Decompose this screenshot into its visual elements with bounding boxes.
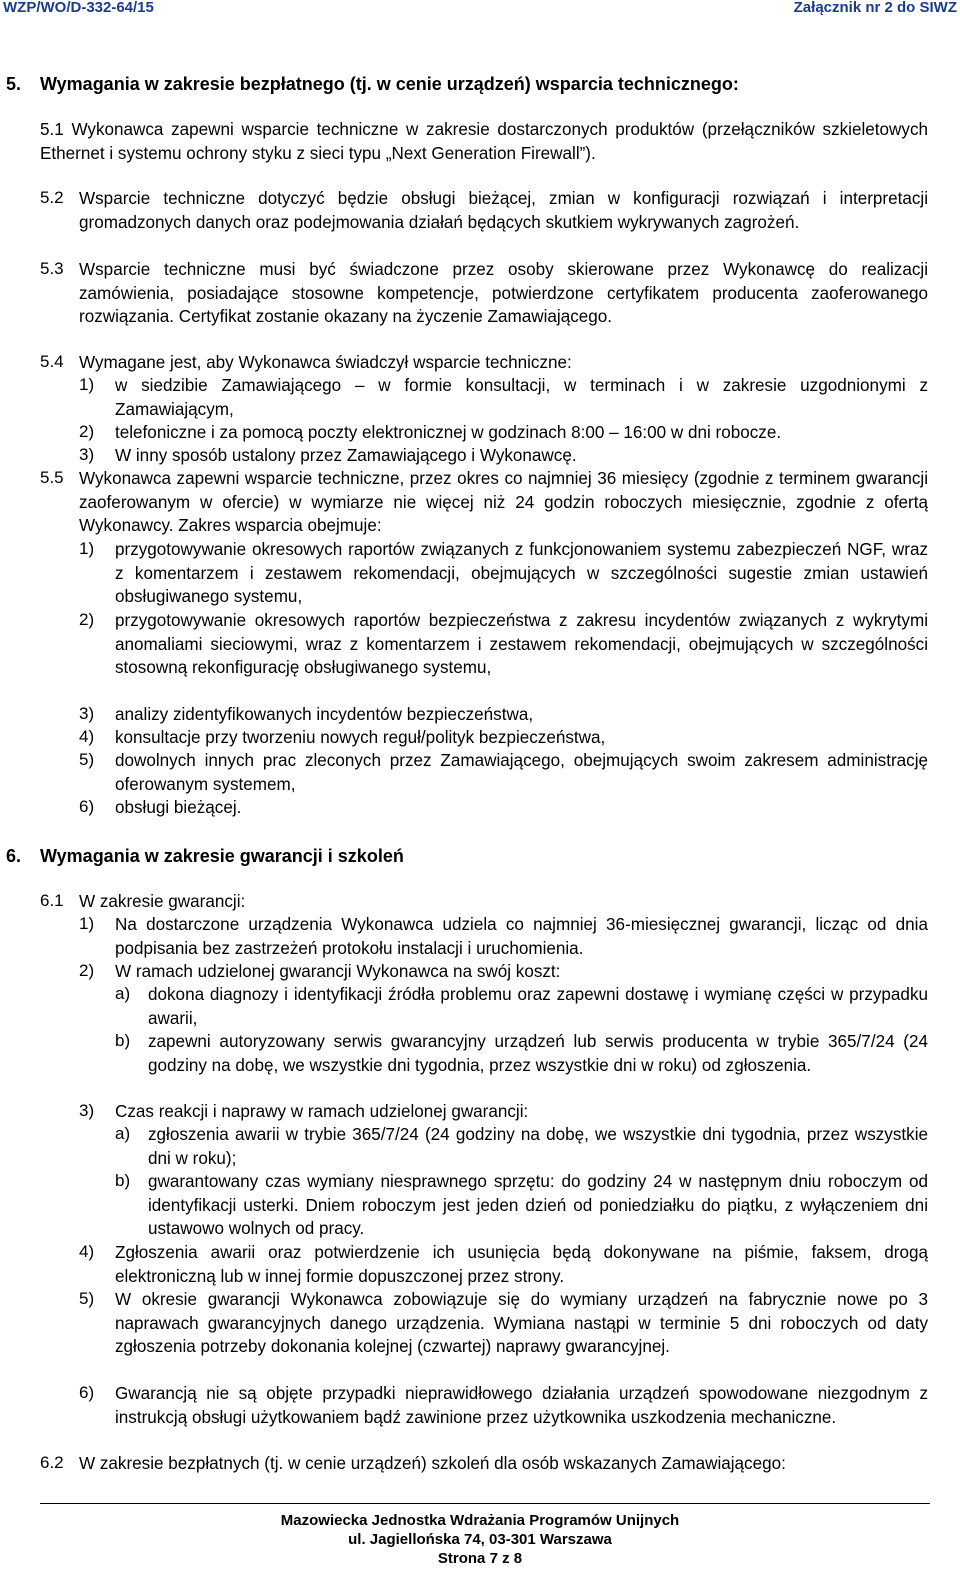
paragraph-6-2-number: 6.2 xyxy=(40,1453,64,1472)
list-item: obsługi bieżącej. xyxy=(115,798,242,817)
attachment-label: Załącznik nr 2 do SIWZ xyxy=(793,0,957,16)
list-item-number: 3) xyxy=(79,704,95,723)
list-item-number: 6) xyxy=(79,1383,95,1402)
list-item: Czas reakcji i naprawy w ramach udzielonej gwarancji: xyxy=(115,1102,529,1121)
sublist-item: zgłoszenia awarii w trybie 365/7/24 (24 godziny na dobę, we wszystkie dni tygodnia, przez wszystkie dni w roku); xyxy=(148,1125,928,1168)
paragraph-5-5-number: 5.5 xyxy=(40,468,64,487)
list-item-number: 4) xyxy=(79,1242,95,1261)
list-item-number: 6) xyxy=(79,797,95,816)
list-item: Na dostarczone urządzenia Wykonawca udziela co najmniej 36-miesięcznej gwarancji, licząc od dnia podpisania bez zastrzeżeń protokołu instalacji i uruchomienia. xyxy=(115,915,928,958)
footer-page-number: Strona 7 z 8 xyxy=(437,1550,523,1567)
paragraph-5-4: Wymagane jest, aby Wykonawca świadczył wsparcie techniczne: xyxy=(79,353,572,372)
section-6-number: 6. xyxy=(6,846,22,866)
paragraph-6-2: W zakresie bezpłatnych (tj. w cenie urządzeń) szkoleń dla osób wskazanych Zamawiającego: xyxy=(79,1454,786,1473)
section-5-number: 5. xyxy=(6,74,22,94)
section-6-title: Wymagania w zakresie gwarancji i szkoleń xyxy=(40,846,404,866)
list-item-number: 4) xyxy=(79,727,95,746)
list-item-number: 3) xyxy=(79,1101,95,1120)
list-item: Gwarancją nie są objęte przypadki nieprawidłowego działania urządzeń spowodowane niezgodnym z instrukcją obsługi użytkowaniem bądź zawinione przez użytkownika uszkodzenia mechaniczne. xyxy=(115,1384,928,1427)
list-item-number: 3) xyxy=(79,445,95,464)
paragraph-5-1: 5.1 Wykonawca zapewni wsparcie techniczne w zakresie dostarczonych produktów (przełączników szkieletowych Ethernet i systemu ochrony styku z sieci typu „Next Generation Firewall”). xyxy=(40,120,928,163)
list-item: dowolnych innych prac zleconych przez Zamawiającego, obejmujących swoim zakresem administrację oferowanym systemem, xyxy=(115,751,928,794)
footer-divider xyxy=(40,1503,930,1504)
list-item-number: 1) xyxy=(79,539,95,558)
sublist-item: gwarantowany czas wymiany niesprawnego sprzętu: do godziny 24 w następnym dniu roboczym od identyfikacji usterki. Dniem roboczym jest jeden dzień od poniedziałku do piątku, z wyłączeniem dni ustawowo wolnych od pracy. xyxy=(148,1172,928,1238)
list-item: przygotowywanie okresowych raportów bezpieczeństwa z zakresu incydentów związanych z wykrytymi anomaliami sieciowymi, wraz z komentarzem i zestawem rekomendacji, obejmujących w szczególności stosowną rekonfigurację obsługiwanego systemu, xyxy=(115,611,928,677)
paragraph-5-2: Wsparcie techniczne dotyczyć będzie obsługi bieżącej, zmian w konfiguracji rozwiązań i interpretacji gromadzonych danych oraz podejmowania działań będących skutkiem wykrywanych zagrożeń. xyxy=(79,189,928,232)
sublist-item-number: a) xyxy=(115,984,131,1003)
list-item-number: 2) xyxy=(79,610,95,629)
list-item-number: 5) xyxy=(79,750,95,769)
sublist-item-number: b) xyxy=(115,1171,131,1190)
list-item-number: 2) xyxy=(79,422,95,441)
list-item: telefoniczne i za pomocą poczty elektronicznej w godzinach 8:00 – 16:00 w dni robocze. xyxy=(115,423,782,442)
paragraph-5-3: Wsparcie techniczne musi być świadczone przez osoby skierowane przez Wykonawcę do realizacji zamówienia, posiadające stosowne kompetencje, potwierdzone certyfikatem producenta zaoferowanego rozwiązania. Certyfikat zostanie okazany na życzenie Zamawiającego. xyxy=(79,260,928,326)
sublist-item-number: b) xyxy=(115,1031,131,1050)
paragraph-5-5: Wykonawca zapewni wsparcie techniczne, przez okres co najmniej 36 miesięcy (zgodnie z terminem gwarancji zaoferowanym w ofercie) w wymiarze nie więcej niż 24 godzin roboczych miesięcznie, zgodnie z ofertą Wykonawcy. Zakres wsparcia obejmuje: xyxy=(79,469,928,535)
list-item: W inny sposób ustalony przez Zamawiającego i Wykonawcę. xyxy=(115,446,577,465)
paragraph-5-2-number: 5.2 xyxy=(40,188,64,207)
list-item: konsultacje przy tworzeniu nowych reguł/polityk bezpieczeństwa, xyxy=(115,728,606,747)
paragraph-6-1-number: 6.1 xyxy=(40,891,64,910)
list-item-number: 1) xyxy=(79,914,95,933)
list-item-number: 5) xyxy=(79,1289,95,1308)
paragraph-5-3-number: 5.3 xyxy=(40,259,64,278)
footer-address: ul. Jagiellońska 74, 03-301 Warszawa xyxy=(348,1531,612,1548)
paragraph-5-4-number: 5.4 xyxy=(40,352,64,371)
document-id: WZP/WO/D-332-64/15 xyxy=(3,0,154,16)
list-item-number: 1) xyxy=(79,375,95,394)
list-item: W ramach udzielonej gwarancji Wykonawca na swój koszt: xyxy=(115,962,561,981)
sublist-item: dokona diagnozy i identyfikacji źródła problemu oraz zapewni dostawę i wymianę części w przypadku awarii, xyxy=(148,985,928,1028)
list-item-number: 2) xyxy=(79,961,95,980)
list-item: przygotowywanie okresowych raportów związanych z funkcjonowaniem systemu zabezpieczeń NGF, wraz z komentarzem i zestawem rekomendacji, obejmujących w szczególności sugestie zmian ustawień obsługiwanego systemu, xyxy=(115,540,928,606)
sublist-item: zapewni autoryzowany serwis gwarancyjny urządzeń lub serwis producenta w trybie 365/7/24 (24 godziny na dobę, we wszystkie dni tygodnia, przez wszystkie dni w roku) od zgłoszenia. xyxy=(148,1032,928,1075)
list-item: W okresie gwarancji Wykonawca zobowiązuje się do wymiany urządzeń na fabrycznie nowe po 3 naprawach gwarancyjnych danego urządzenia. Wymiana nastąpi w terminie 5 dni roboczych od daty zgłoszenia potrzeby dokonania kolejnej (czwartej) naprawy gwarancyjnej. xyxy=(115,1290,928,1356)
paragraph-6-1: W zakresie gwarancji: xyxy=(79,892,246,911)
list-item: analizy zidentyfikowanych incydentów bezpieczeństwa, xyxy=(115,705,534,724)
list-item: w siedzibie Zamawiającego – w formie konsultacji, w terminach i w zakresie uzgodnionymi z Zamawiającym, xyxy=(115,376,928,419)
list-item: Zgłoszenia awarii oraz potwierdzenie ich usunięcia będą dokonywane na piśmie, faksem, drogą elektroniczną lub w innej formie dopuszczonej przez strony. xyxy=(115,1243,928,1286)
section-5-title: Wymagania w zakresie bezpłatnego (tj. w cenie urządzeń) wsparcia technicznego: xyxy=(40,74,739,94)
page-header xyxy=(3,0,957,19)
sublist-item-number: a) xyxy=(115,1124,131,1143)
footer-organization: Mazowiecka Jednostka Wdrażania Programów Unijnych xyxy=(280,1512,680,1529)
